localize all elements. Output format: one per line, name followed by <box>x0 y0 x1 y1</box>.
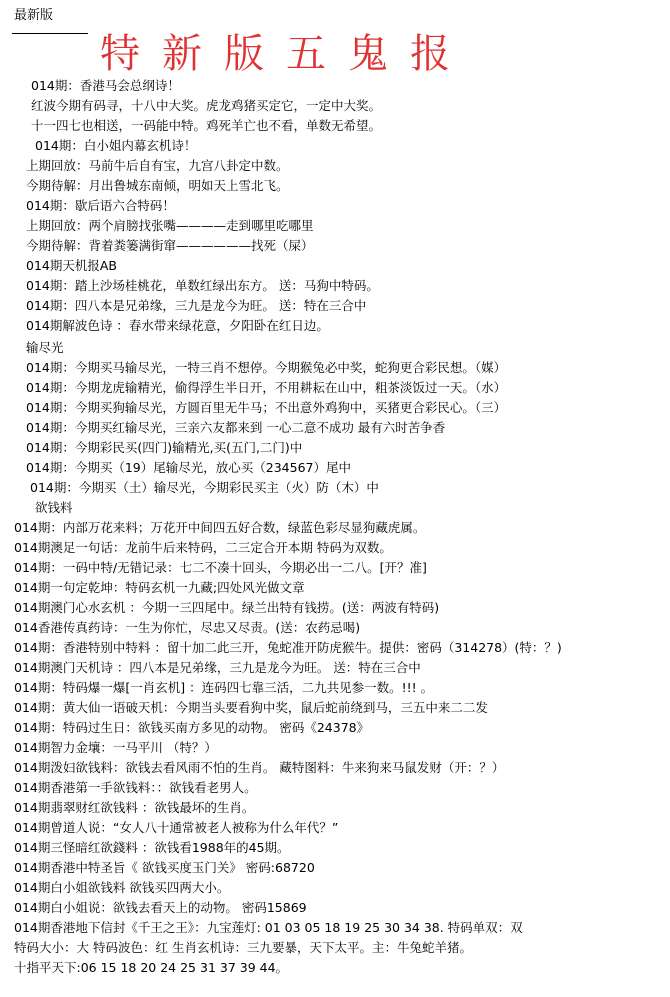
text-line: 014期：今期龙虎输精光，偷得浮生半日开，不用耕耘在山中，粗茶淡饭过一天。（水） <box>26 380 507 395</box>
text-line: 014期：一码中特/无错记录：七二不凑十回头，今期必出一二八。[开？准] <box>14 560 427 575</box>
text-line: 014期：内部万花来料；万花开中间四五好合数，绿蓝色彩尽显狗藏虎属。 <box>14 520 426 535</box>
text-line: 014期：白小姐内幕玄机诗！ <box>35 138 197 153</box>
text-line: 014期香港中特圣旨《 欲钱买度玉门关》 密码:68720 <box>14 860 315 875</box>
text-line: 今期待解：背着粪篓满街窜——————找死（屎） <box>26 238 314 253</box>
text-line: 014期澳门天机诗 ：四八本是兄弟缘，三九是龙今为旺。 送：特在三合中 <box>14 660 421 675</box>
edition-label: 最新版 <box>14 8 54 23</box>
text-line: 十一四七也相送，一码能中特。鸡死羊亡也不看，单数无希望。 <box>31 118 382 133</box>
text-line: 红波今期有码寻，十八中大奖。虎龙鸡猪买定它，一定中大奖。 <box>31 98 382 113</box>
text-line: 014期澳门心水玄机 ：今期一三四尾中。绿兰出特有钱捞。(送：两波有特码) <box>14 600 440 615</box>
text-line: 输尽光 <box>26 340 64 355</box>
divider <box>12 33 88 34</box>
text-line: 014期泼妇欲钱料：欲钱去看风雨不怕的生肖。 藏特图料：牛来狗来马鼠发财（开：？） <box>14 760 505 775</box>
text-line: 欲钱料 <box>35 500 73 515</box>
text-line: 特码大小：大 特码波色：红 生肖玄机诗：三九要暴，天下太平。主：牛兔蛇羊猪。 <box>14 940 472 955</box>
text-line: 014期：今期买（19）尾输尽光，放心买（234567）尾中 <box>26 460 351 475</box>
text-line: 今期待解：月出鲁城东南倾，明如天上雪北飞。 <box>26 178 289 193</box>
text-line: 014期天机报AB <box>26 258 117 273</box>
text-line: 014期白小姐说：欲钱去看天上的动物。 密码15869 <box>14 900 307 915</box>
text-line: 014期翡翠财红欲钱料 ：欲钱最坏的生肖。 <box>14 800 255 815</box>
text-line: 014期：香港特别中特料 ：留十加二此三开，兔蛇准开防虎猴牛。提供：密码（314278）(特：？) <box>14 640 562 655</box>
text-line: 014期：特码过生日：欲钱买南方多见的动物。 密码《24378》 <box>14 720 370 735</box>
text-line: 014期：四八本是兄弟缘，三九是龙今为旺。 送：特在三合中 <box>26 298 367 313</box>
text-line: 014期解波色诗 ：春水带来绿花意，夕阳卧在红日边。 <box>26 318 329 333</box>
text-line: 014期：今期买马输尽光，一特三肖不想停。今期猴兔必中奖，蛇狗更合彩民想。（媒） <box>26 360 507 375</box>
text-line: 014期：今期买狗输尽光，方圆百里无牛马；不出意外鸡狗中，买猪更合彩民心。（三） <box>26 400 507 415</box>
text-line: 014期：歇后语六合特码！ <box>26 198 175 213</box>
text-line: 014期智力金壤：一马平川 （特？） <box>14 740 217 755</box>
text-line: 十指平天下:06 15 18 20 24 25 31 37 39 44。 <box>14 960 289 975</box>
text-line: 014香港传真药诗：一生为你忙，尽忠又尽责。(送：农药忌喝) <box>14 620 361 635</box>
text-line: 014期三怪暗红欲錢料 ：欲钱看1988年的45期。 <box>14 840 290 855</box>
text-line: 014期：香港马会总纲诗！ <box>31 78 180 93</box>
text-line: 014期曾道人说：“女人八十通常被老人被称为什么年代？” <box>14 820 339 835</box>
text-line: 014期香港地下信封《千王之王》：九宝莲灯: 01 03 05 18 19 25 30 34 38. 特码单双：双 <box>14 920 523 935</box>
text-line: 014期：黄大仙一语破天机：今期当头要看狗中奖，鼠后蛇前绕到马，三五中来二二发 <box>14 700 488 715</box>
text-line: 014期香港第一手欲钱料：：欲钱看老男人。 <box>14 780 257 795</box>
text-line: 上期回放：两个肩膀找张嘴————走到哪里吃哪里 <box>26 218 314 233</box>
text-line: 014期：今期买（土）输尽光，今期彩民买主（火）防（木）中 <box>30 480 379 495</box>
text-line: 014期：特码爆一爆[一肖玄机] ：连码四七靠三活，二九共见参一数。!!! 。 <box>14 680 434 695</box>
text-line: 014期澳足一句话：龙前牛后来特码，二三定合开本期 特码为双数。 <box>14 540 392 555</box>
text-line: 014期：踏上沙场桂桃花，单数红绿出东方。 送：马狗中特码。 <box>26 278 379 293</box>
text-line: 上期回放：马前牛后自有宝，九宫八卦定中数。 <box>26 158 289 173</box>
text-line: 014期：今期彩民买(四门)输精光,买(五门,二门)中 <box>26 440 303 455</box>
text-line: 014期一句定乾坤：特码玄机一九藏;四处风光做文章 <box>14 580 305 595</box>
page-title: 特新版五鬼报 <box>100 31 472 77</box>
text-line: 014期白小姐欲钱料 欲钱买四两大小。 <box>14 880 230 895</box>
text-line: 014期：今期买红输尽光，三亲六友都来到 一心二意不成功 最有六时苦争香 <box>26 420 446 435</box>
